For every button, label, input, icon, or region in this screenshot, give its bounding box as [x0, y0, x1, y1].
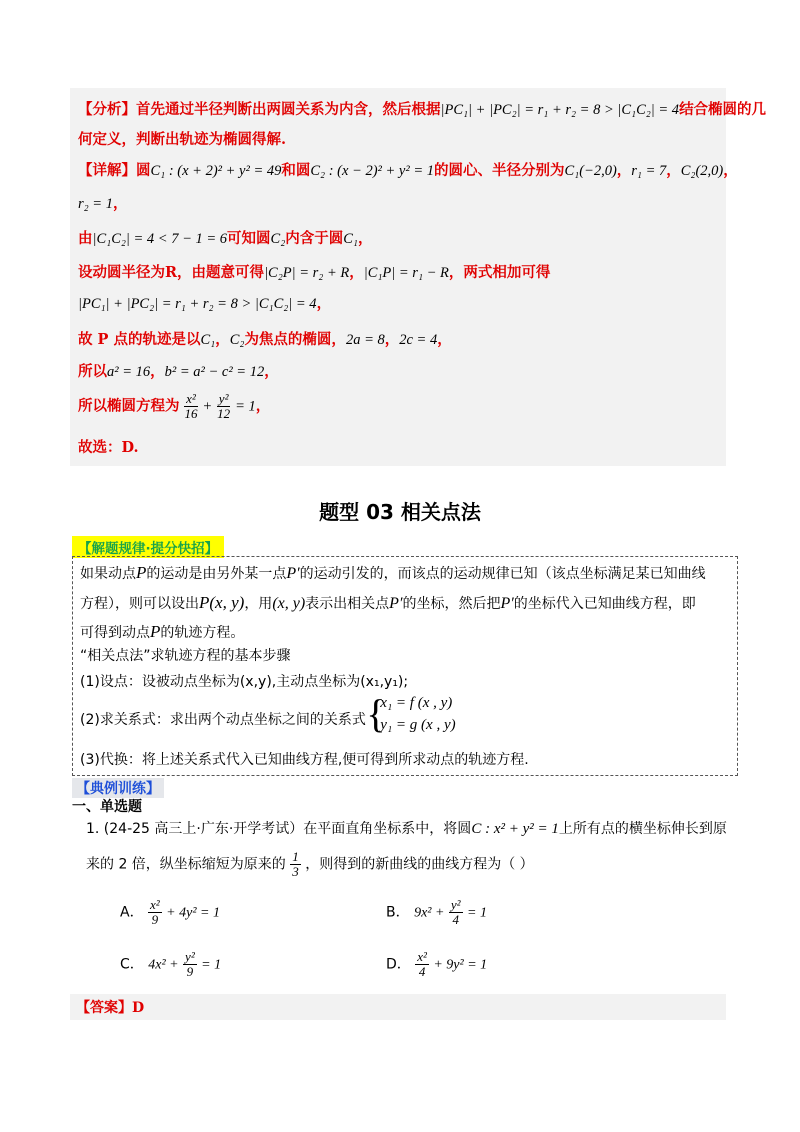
detail-text: 所以椭圆方程为 — [78, 397, 180, 415]
detail-line-7 — [78, 361, 279, 383]
fraction — [148, 898, 162, 927]
detail-formula: 2a = 8 — [345, 332, 385, 348]
option-c[interactable] — [120, 950, 221, 979]
denominator: 4 — [452, 912, 459, 927]
numerator: x² — [150, 897, 160, 912]
detail-formula: + — [202, 398, 213, 415]
analysis-text: 何定义，判断出轨迹为椭圆得解. — [78, 131, 287, 148]
detail-formula: |PC₁| + |PC₂| = r₁ + r₂ = 8 > |C₁C₂| = 4 — [78, 296, 317, 312]
question-text: 上所有点的横坐标伸长到原 — [558, 821, 727, 837]
denominator: 16 — [184, 406, 198, 421]
question-1-line-2 — [86, 850, 534, 879]
detail-text: ， — [616, 162, 632, 179]
tips-formula: P — [136, 563, 147, 582]
option-label: C． — [120, 956, 144, 973]
fraction — [183, 950, 197, 979]
option-a[interactable] — [120, 898, 220, 927]
detail-text: 圆 — [136, 162, 151, 179]
tips-formula: P′ — [389, 595, 403, 612]
equation-system — [370, 692, 455, 736]
fraction — [217, 392, 231, 421]
tips-text: 可得到动点 — [80, 625, 150, 641]
numerator: y² — [185, 949, 195, 964]
numerator: y² — [218, 391, 229, 406]
option-formula: = 1 — [467, 905, 487, 921]
detail-formula: |C₂P| = r₂ + R — [264, 265, 350, 281]
tips-line-3 — [80, 622, 244, 643]
section-subheading: 一、单选题 — [72, 799, 142, 815]
tips-formula: P′ — [500, 595, 514, 612]
numerator: x² — [417, 949, 427, 964]
denominator: 12 — [217, 406, 231, 421]
detail-text: ， — [384, 331, 400, 348]
tips-formula: P — [150, 622, 161, 641]
tips-text: 如果动点 — [80, 566, 136, 582]
circle-c1-formula: C₁ : (x + 2)² + y² = 49 — [150, 163, 282, 179]
detail-text: ， — [150, 363, 165, 380]
answer-value: D — [132, 1000, 145, 1016]
section-title: 题型 03 相关点法 — [319, 500, 481, 524]
detail-formula: |C₁C₂| = 4 < 7 − 1 = 6 — [92, 231, 228, 247]
denominator: 3 — [292, 864, 299, 879]
equation-x1: { x₁ = f (x , y) — [380, 695, 453, 711]
detail-text: ， — [316, 295, 332, 312]
detail-text: 为焦点的椭圆， — [244, 331, 346, 348]
answer-tag: 【答案】 — [76, 1000, 132, 1016]
option-label: D． — [386, 956, 411, 973]
tips-line-1 — [80, 563, 706, 584]
numerator: x² — [186, 391, 196, 406]
option-b[interactable] — [386, 898, 487, 927]
option-label: A． — [120, 904, 144, 921]
answer-box — [70, 994, 726, 1020]
detail-line-2 — [78, 193, 127, 215]
numerator: 1 — [292, 849, 299, 864]
detail-text: 和圆 — [281, 162, 311, 179]
detail-formula: r₁ = 7 — [631, 163, 667, 179]
detail-formula: b² = a² − c² = 12 — [164, 364, 265, 380]
analysis-formula: |PC₁| + |PC₂| = r₁ + r₂ = 8 > |C₁C₂| = 4 — [440, 102, 680, 118]
option-d[interactable] — [386, 950, 487, 979]
tips-formula: P′ — [286, 565, 300, 582]
question-1-line-1 — [86, 818, 727, 838]
detail-text: ， — [255, 397, 271, 415]
tips-line-6 — [80, 695, 456, 742]
tips-formula: P(x, y) — [199, 593, 245, 612]
tips-text: 的坐标代入已知曲线方程，即 — [513, 596, 696, 612]
detail-text: ， — [437, 331, 452, 348]
detail-formula: C₁(−2,0) — [564, 163, 617, 179]
tips-heading: 【解题规律·提分快招】 — [72, 536, 224, 558]
tips-text: 方程），则可以设出 — [80, 596, 199, 612]
tips-text: (3)代换：将上述关系式代入已知曲线方程,便可得到所求动点的轨迹方程. — [80, 752, 529, 768]
detail-line-1 — [78, 160, 738, 182]
examples-heading: 【典例训练】 — [72, 778, 164, 798]
question-text: 来的 2 倍，纵坐标缩短为原来的 — [86, 856, 286, 873]
analysis-tag: 【分析】 — [78, 101, 136, 118]
detail-formula: r₂ = 1 — [78, 196, 113, 212]
detail-line-5 — [78, 293, 331, 315]
numerator: y² — [450, 897, 461, 912]
detail-formula: C₂ — [270, 231, 286, 247]
detail-text: 故 P 点的轨迹是以 — [78, 331, 201, 348]
tips-line-5 — [80, 672, 408, 692]
tips-text: 表示出相关点 — [305, 596, 390, 612]
detail-text: ， — [349, 264, 364, 281]
analysis-line-2 — [78, 129, 286, 151]
tips-line-7 — [80, 750, 529, 770]
detail-line-4 — [78, 262, 550, 284]
detail-text: 由 — [78, 230, 93, 247]
detail-text: ， — [357, 230, 373, 247]
detail-line-6 — [78, 329, 452, 351]
detail-formula: = 1 — [235, 398, 256, 415]
detail-formula: C₂ — [229, 332, 245, 348]
fraction — [290, 850, 301, 879]
denominator: 9 — [186, 964, 194, 979]
detail-text: ，两式相加可得 — [448, 264, 551, 281]
detail-text: ， — [264, 363, 279, 380]
option-formula: + 9y² = 1 — [433, 957, 488, 973]
detail-formula: C₁ — [200, 332, 216, 348]
detail-text: ， — [112, 195, 128, 212]
detail-tag: 【详解】 — [78, 162, 136, 179]
detail-text: ， — [723, 162, 738, 179]
tips-text: “相关点法”求轨迹方程的基本步骤 — [80, 648, 291, 664]
detail-text: 内含于圆 — [285, 230, 344, 247]
detail-text: 可知圆 — [227, 230, 271, 247]
detail-formula: |C₁P| = r₁ − R — [363, 265, 449, 281]
option-formula: = 1 — [201, 957, 222, 973]
tips-line-2 — [80, 593, 696, 614]
equation-y1: y₁ = g (x , y) — [380, 717, 456, 733]
denominator: 9 — [151, 912, 159, 927]
analysis-text: 结合椭圆的几 — [679, 101, 767, 118]
answer-line — [76, 997, 144, 1017]
detail-text: 设动圆半径为R，由题意可得 — [78, 264, 265, 281]
fraction — [449, 898, 463, 927]
detail-text: 的圆心、半径分别为 — [434, 162, 565, 179]
detail-text: ， — [215, 331, 230, 348]
option-formula: 4x² + — [148, 957, 179, 973]
option-formula: + 4y² = 1 — [166, 905, 220, 921]
question-text: 1. (24-25 高三上·广东·开学考试）在平面直角坐标系中，将圆 — [86, 821, 472, 837]
tips-text: 的轨迹方程。 — [160, 625, 245, 641]
detail-line-8 — [78, 392, 270, 421]
detail-text: ， — [666, 162, 681, 179]
question-formula: C : x² + y² = 1 — [471, 821, 559, 837]
detail-formula: C₂(2,0) — [680, 163, 724, 179]
analysis-line-1 — [78, 99, 766, 121]
tips-formula: (x, y) — [272, 595, 306, 612]
tips-line-4 — [80, 646, 291, 666]
fraction — [415, 950, 429, 979]
question-text: ，则得到的新曲线的曲线方程为（ ） — [305, 856, 534, 873]
option-label: B． — [386, 904, 410, 921]
tips-text: 的运动引发的，而该点的运动规律已知（该点坐标满足某已知曲线 — [299, 566, 706, 582]
circle-c2-formula: C₂ : (x − 2)² + y² = 1 — [310, 163, 434, 179]
tips-text: ，用 — [244, 596, 273, 612]
fraction — [184, 392, 198, 421]
option-formula: 9x² + — [414, 905, 445, 921]
tips-text: 的运动是由另外某一点 — [146, 566, 287, 582]
tips-text: (1)设点：设被动点坐标为(x,y),主动点坐标为(x₁,y₁); — [80, 674, 409, 690]
detail-formula: a² = 16 — [107, 364, 151, 380]
detail-conclusion: 故选：D. — [78, 439, 139, 456]
tips-text: 的坐标，然后把 — [402, 596, 501, 612]
tips-box — [72, 556, 738, 776]
denominator: 4 — [418, 964, 426, 979]
analysis-text: 首先通过半径判断出两圆关系为内含，然后根据 — [136, 101, 441, 118]
detail-formula: 2c = 4 — [399, 332, 438, 348]
detail-text: 所以 — [78, 363, 107, 380]
detail-formula: C₁ — [343, 231, 358, 247]
detail-line-3 — [78, 228, 372, 250]
detail-line-9 — [78, 437, 139, 459]
tips-text: (2)求关系式：求出两个动点坐标之间的关系式 — [80, 712, 366, 728]
